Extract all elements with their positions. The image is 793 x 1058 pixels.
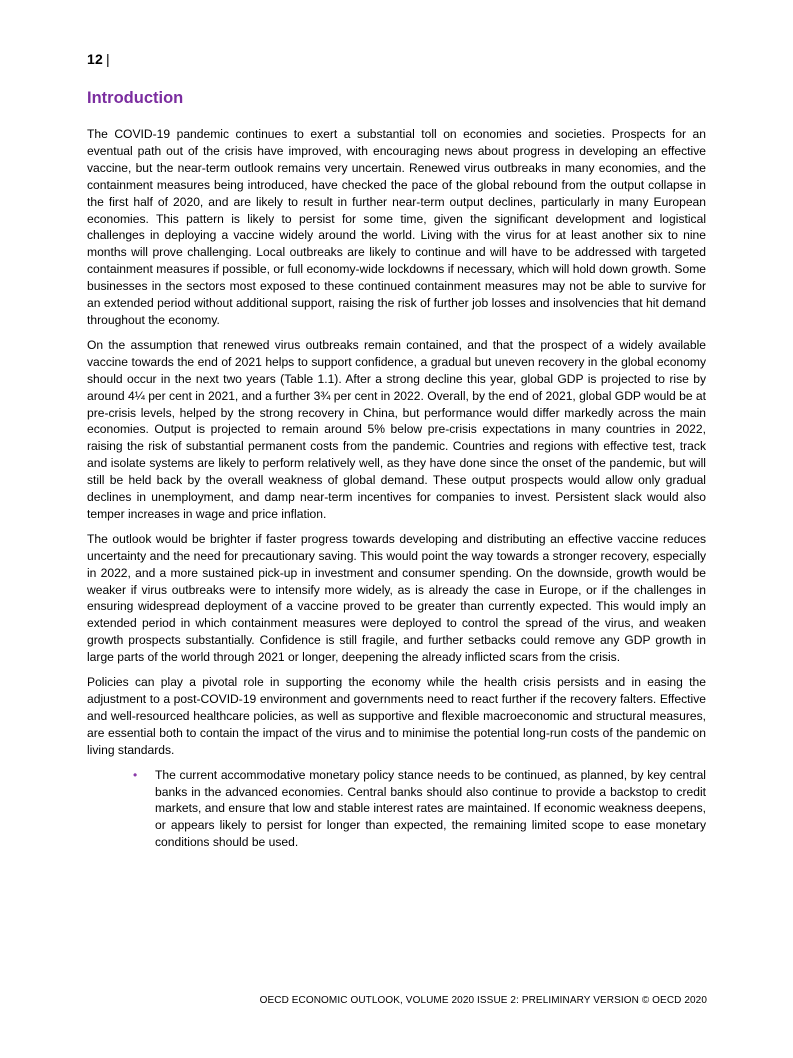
- section-heading: Introduction: [87, 89, 184, 107]
- bullet-list: [87, 767, 706, 852]
- paragraph: The outlook would be brighter if faster progress towards developing and distributing an effective vaccine reduces uncertainty and the need for precautionary saving. This would point the way towards a stronger recovery, especially in 2022, and a more sustained pick-up in investment and consumer spending. On the downside, growth would be weaker if virus outbreaks were to intensify more widely, as is already the case in Europe, or if the challenges in ensuring widespread deployment of a vaccine proved to be greater than currently expected. This would imply an extended period in which containment measures were deployed to control the spread of the virus, and weaken growth prospects substantially. Confidence is still fragile, and further setbacks could remove any GDP growth in large parts of the world through 2021 or longer, deepening the already inflicted scars from the crisis.: [87, 531, 706, 665]
- bullet-item: [133, 767, 706, 852]
- page-number-separator: |: [105, 51, 110, 67]
- bullet-text: The current accommodative monetary policy stance needs to be continued, as planned, by key central banks in the advanced economies. Central banks should also continue to provide a backstop to credit markets, and ensure that low and stable interest rates are maintained. If economic weakness deepens, or appears likely to persist for longer than expected, the remaining limited scope to ease monetary conditions should be used.: [155, 767, 706, 850]
- bullet-icon: •: [133, 767, 138, 782]
- body-text: [87, 126, 706, 851]
- page-number-value: 12: [87, 51, 103, 67]
- paragraph: Policies can play a pivotal role in supporting the economy while the health crisis persists and in easing the adjustment to a post-COVID-19 environment and governments need to react further if the recovery falters. Effective and well-resourced healthcare policies, as well as supportive and flexible macroeconomic and structural measures, are essential both to contain the impact of the virus and to minimise the potential long-run costs of the pandemic on living standards.: [87, 675, 706, 757]
- page-number: [87, 51, 110, 67]
- paragraph: On the assumption that renewed virus outbreaks remain contained, and that the prospect of a widely available vaccine towards the end of 2021 helps to support confidence, a gradual but uneven recovery in the global economy should occur in the next two years (Table 1.1). After a strong decline this year, global GDP is projected to rise by around 4¼ per cent in 2021, and a further 3¾ per cent in 2022. Overall, by the end of 2021, global GDP would be at pre-crisis levels, helped by the strong recovery in China, but performance would differ markedly across the main economies. Output is projected to remain around 5% below pre-crisis expectations in many countries in 2022, raising the risk of substantial permanent costs from the pandemic. Countries and regions with effective test, track and isolate systems are likely to perform relatively well, as they have done since the onset of the pandemic, but will still be held back by the overall weakness of global demand. These output prospects would allow only gradual declines in unemployment, and damp near-term incentives for companies to invest. Persistent slack would also temper increases in wage and price inflation.: [87, 337, 706, 521]
- page-footer: OECD ECONOMIC OUTLOOK, VOLUME 2020 ISSUE 2: PRELIMINARY VERSION © OECD 2020: [259, 995, 707, 1006]
- paragraph: The COVID-19 pandemic continues to exert a substantial toll on economies and societies. Prospects for an eventual path out of the crisis have improved, with encouraging news about progress in developing an effective vaccine, but the near-term outlook remains very uncertain. Renewed virus outbreaks in many economies, and the containment measures being introduced, have checked the pace of the global rebound from the output collapse in the first half of 2020, and are likely to result in further near-term output declines, particularly in many European economies. This pattern is likely to persist for some time, given the significant development and logistical challenges in deploying a vaccine widely around the world. Living with the virus for at least another six to nine months will prove challenging. Local outbreaks are likely to continue and will have to be addressed with targeted containment measures if possible, or full economy-wide lockdowns if necessary, which will hold down growth. Some businesses in the sectors most exposed to these continued containment measures may not be able to survive for an extended period without additional support, raising the risk of further job losses and insolvencies that hit demand throughout the economy.: [87, 127, 706, 327]
